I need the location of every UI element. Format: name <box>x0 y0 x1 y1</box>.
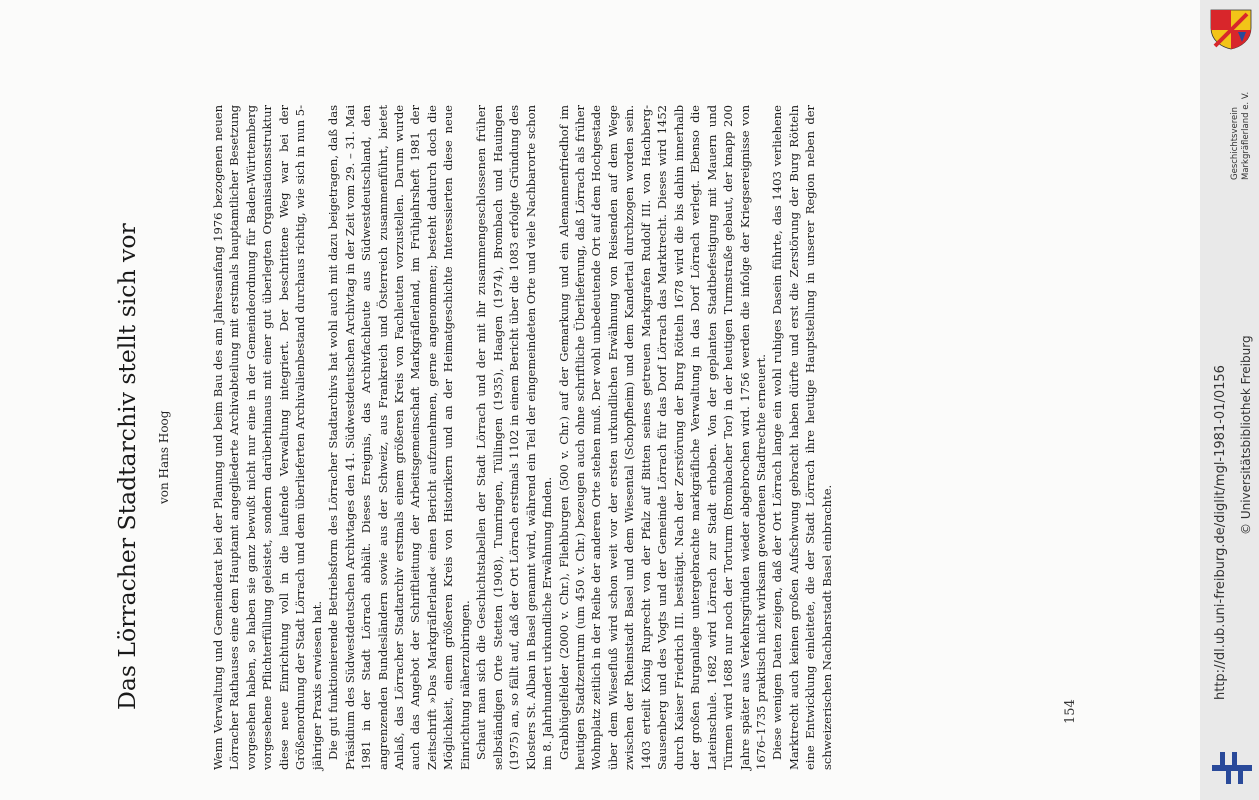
ub-freiburg-logo-icon <box>1210 748 1254 788</box>
page-number: 154 <box>1063 699 1078 724</box>
article-body <box>210 105 835 770</box>
paragraph: Diese wenigen Daten zeigen, daß der Ort Lörrach lange ein wohl ruhiges Dasein führte, das 1403 verliehene Marktrecht auch keinen großen Aufschwung gebracht haben dürfte und erst die Zerstörung der Burg Rötteln eine Entwicklung einleitete, die der Stadt Lörrach ihre heutige Hauptstellung in unserer Region neben der schweizerischen Nachbarstadt Basel einbrachte. <box>770 105 834 770</box>
paragraph: Grabhügelfelder (2000 v. Chr.), Fliehburgen (500 v. Chr.) auf der Gemarkung und ein Alemannenfriedhof im heutigen Stadtzentrum (um 450 v. Chr.) bezeugen auch ohne schriftliche Überlieferung, daß Lörrach als früher Wohnplatz zeitlich in der Reihe der anderen Orte stehen muß. Der wohl unbedeutende Ort auf dem Hochgestade über dem Wiesefluß wird schon weit vor der ersten urkundlichen Erwähnung von Reisenden auf dem Wege zwischen der Rheinstadt Basel und dem Wiesental (Schopfheim) und dem Kandertal durchzogen worden sein. 1403 erteilt König Ruprecht von der Pfalz auf Bitten seines getreuen Markgrafen Rudolf III. von Hachberg-Sausenberg und des Vogts und der Gemeinde Lörrach für das Dorf Lörrach das Marktrecht. Dieses wird 1452 durch Kaiser Friedrich III. bestätigt. Nach der Zerstörung der Burg Rötteln 1678 wird die bis dahin innerhalb der großen Burganlage untergebrachte markgräfliche Verwaltung in das Dorf Lörrach verlegt. Ebenso die Lateinschule. 1682 wird Lörrach zur Stadt erhoben. Von der geplanten Stadtbefestigung mit Mauern und Türmen wird 1688 nur noch der Torturm (Brombacher Tor) in der heutigen Turmstraße gebaut, der knapp 200 Jahre später aus Verkehrsgründen wieder abgebrochen wird. 1756 werden die infolge der Kriegsereignisse von 1676–1735 praktisch nicht wirksam gewordenen Stadtrechte erneuert. <box>556 105 768 770</box>
article-author: von Hans Hoog <box>157 410 171 504</box>
society-line-1: Geschichtsverein <box>1230 106 1240 180</box>
article-title: Das Lörracher Stadtarchiv stellt sich vor <box>113 223 141 710</box>
copyright-notice: © Universitätsbibliothek Freiburg <box>1239 335 1253 535</box>
permalink-url[interactable]: http://dl.ub.uni-freiburg.de/diglit/mgl-1981-01/0156 <box>1213 365 1228 700</box>
paragraph: Wenn Verwaltung und Gemeinderat bei der Planung und beim Bau des am Jahresanfang 1976 bezogenen neuen Lörracher Rathauses eine dem Hauptamt angegliederte Archivabteilung mit erstmals hauptamtlicher Besetzung vorgesehen haben, so haben sie ganz bewußt nicht nur eine in der Gemeindeordnung für Baden-Württemberg vorgesehene Pflichterfüllung geleistet, sondern darüberhinaus mit einer gut überlegten Organisationsstruktur diese neue Einrichtung voll in die laufende Verwaltung integriert. Der beschrittene Weg war bei der Größenordnung der Stadt Lörrach und dem überlieferten Archivalienbestand durchaus richtig, wie sich in nun 5-jähriger Praxis erwiesen hat. <box>211 105 324 770</box>
paragraph: Schaut man sich die Geschichtstabellen der Stadt Lörrach und der mit ihr zusammengeschlossenen früher selbständigen Orte Stetten (1908), Tumringen, Tüllingen (1935), Haagen (1974), Brombach und Hauingen (1975) an, so fällt auf, daß der Ort Lörrach erstmals 1102 in einem Bericht über die 1083 erfolgte Gründung des Klosters St. Alban in Basel genannt wird, während ein Teil der eingemeindeten Orte und viele Nachbarorte schon im 8. Jahrhundert urkundliche Erwähnung finden. <box>474 105 555 770</box>
paragraph: Die gut funktionierende Betriebsform des Lörracher Stadtarchivs hat wohl auch mit dazu beigetragen, daß das Präsidium des Südwestdeutschen Archivtages den 41. Südwestdeutschen Archivtag in der Zeit vom 29. – 31. Mai 1981 in der Stadt Lörrach abhält. Dieses Ereignis, das Archivfachleute aus Südwestdeutschland, den angrenzenden Bundesländern sowie aus der Schweiz, aus Frankreich und Österreich zusammenführt, bietet Anlaß, das Lörracher Stadtarchiv erstmals einem größeren Kreis von Fachleuten vorzustellen. Darum wurde auch das Angebot der Schriftleitung der Arbeitsgemeinschaft Markgräflerland, im Frühjahrsheft 1981 der Zeitschrift »Das Markgräflerland« einen Bericht aufzunehmen, gerne angenommen; besteht dadurch doch die Möglichkeit, einem größeren Kreis von Historikern und an der Heimatgeschichte Interessierten diese neue Einrichtung näherzubringen. <box>326 105 472 770</box>
society-line-2: Markgräflerland e. V. <box>1241 91 1251 180</box>
